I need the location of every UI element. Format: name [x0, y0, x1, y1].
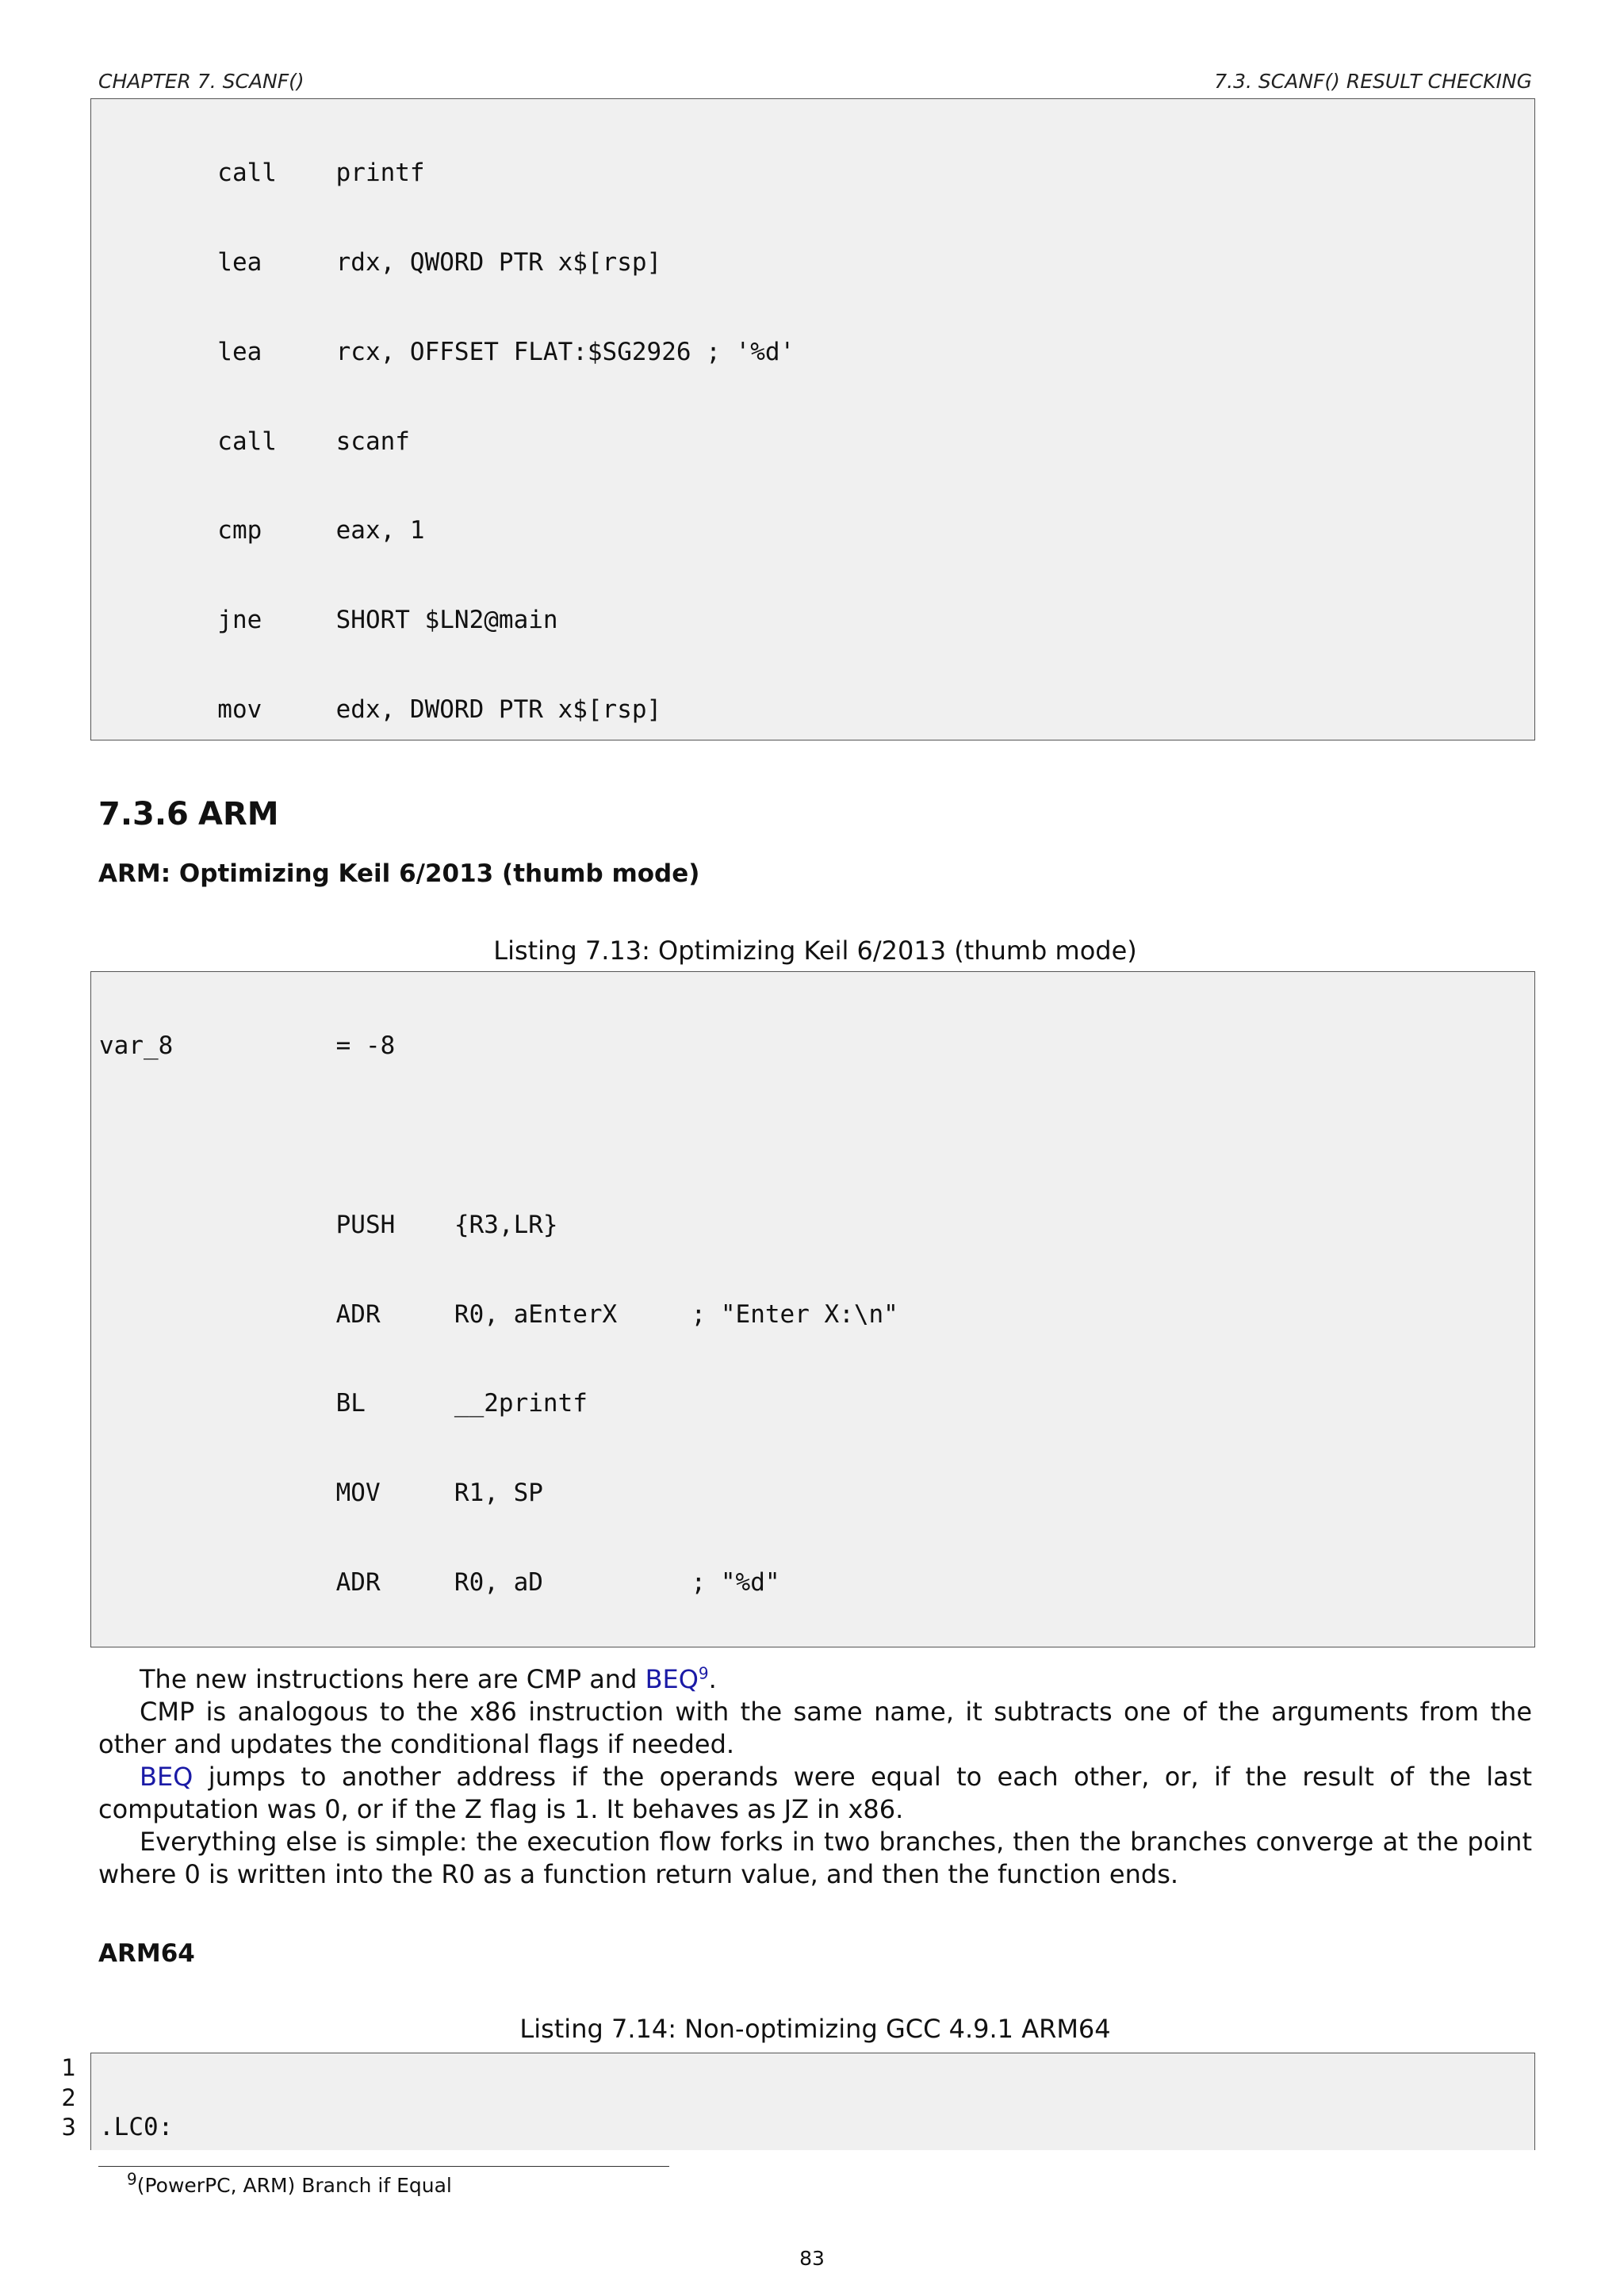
code-line: ADR R0, aD ; "%d" [99, 1567, 780, 1597]
paragraph-text: jumps to another address if the operands were equal to each other, or, if the result of the last computation was 0, or if the Z flag is 1. It behaves as JZ in x86. [98, 1762, 1532, 1824]
code-line: PUSH {R3,LR} [99, 1210, 558, 1239]
line-number: 3 [61, 2114, 76, 2141]
paragraph [98, 1663, 1532, 1696]
code-listing-x64 [90, 98, 1535, 740]
footnote-9 [127, 2169, 452, 2197]
header-section: 7.3. SCANF() RESULT CHECKING [1214, 70, 1532, 93]
code-listing-7-14 [90, 2053, 1535, 2150]
code-line: ADR R0, aEnterX ; "Enter X:\n" [99, 1299, 898, 1329]
code-line [99, 1121, 1534, 1151]
footnote-mark: 9 [127, 2169, 137, 2189]
paragraph: CMP is analogous to the x86 instruction with the same name, it subtracts one of the arguments from the other and updates the conditional flags if needed. [98, 1697, 1532, 1759]
code-line: var_8 = -8 [99, 1031, 396, 1061]
code-line: jne SHORT $LN2@main [99, 606, 558, 635]
listing-caption-7-13: Listing 7.13: Optimizing Keil 6/2013 (thumb mode) [493, 936, 1137, 966]
running-header [98, 70, 1532, 99]
paragraph [98, 1761, 1532, 1826]
line-numbers [48, 2053, 76, 2143]
code-line: lea rcx, OFFSET FLAT:$SG2926 ; '%d' [99, 337, 795, 366]
page-number: 83 [799, 2247, 825, 2270]
code-line: MOV R1, SP [99, 1479, 543, 1508]
subsection-heading-arm64: ARM64 [98, 1939, 195, 1968]
code-line: call printf [99, 159, 425, 188]
paragraph-text: The new instructions here are CMP and [140, 1664, 645, 1694]
body-text [98, 1663, 1532, 1891]
code-line: call scanf [99, 427, 410, 456]
code-line: BL __2printf [99, 1389, 588, 1418]
code-listing-7-13 [90, 971, 1535, 1647]
paragraph: Everything else is simple: the execution flow forks in two branches, then the branches converge at the point where 0 is written into the R0 as a function return value, and then the function ends. [98, 1827, 1532, 1889]
section-title: ARM [198, 796, 279, 832]
section-heading [98, 796, 279, 832]
footnote-ref-9[interactable]: 9 [698, 1663, 709, 1683]
code-line: cmp eax, 1 [99, 516, 425, 545]
section-number: 7.3.6 [98, 796, 189, 832]
footnote-text: (PowerPC, ARM) Branch if Equal [136, 2174, 452, 2197]
beq-glossary-link[interactable]: BEQ [140, 1762, 193, 1792]
code-line: .LC0: [99, 2113, 174, 2142]
code-line: mov edx, DWORD PTR x$[rsp] [99, 695, 662, 724]
paragraph-text: . [708, 1664, 717, 1694]
line-number: 1 [61, 2054, 76, 2081]
subsection-heading-keil: ARM: Optimizing Keil 6/2013 (thumb mode) [98, 859, 700, 888]
header-chapter: CHAPTER 7. SCANF() [98, 70, 304, 93]
footnote-rule [98, 2166, 669, 2167]
beq-glossary-link[interactable]: BEQ [645, 1664, 699, 1694]
code-line: lea rdx, QWORD PTR x$[rsp] [99, 247, 662, 277]
listing-caption-7-14: Listing 7.14: Non-optimizing GCC 4.9.1 ARM64 [519, 2014, 1111, 2044]
line-number: 2 [61, 2084, 76, 2111]
